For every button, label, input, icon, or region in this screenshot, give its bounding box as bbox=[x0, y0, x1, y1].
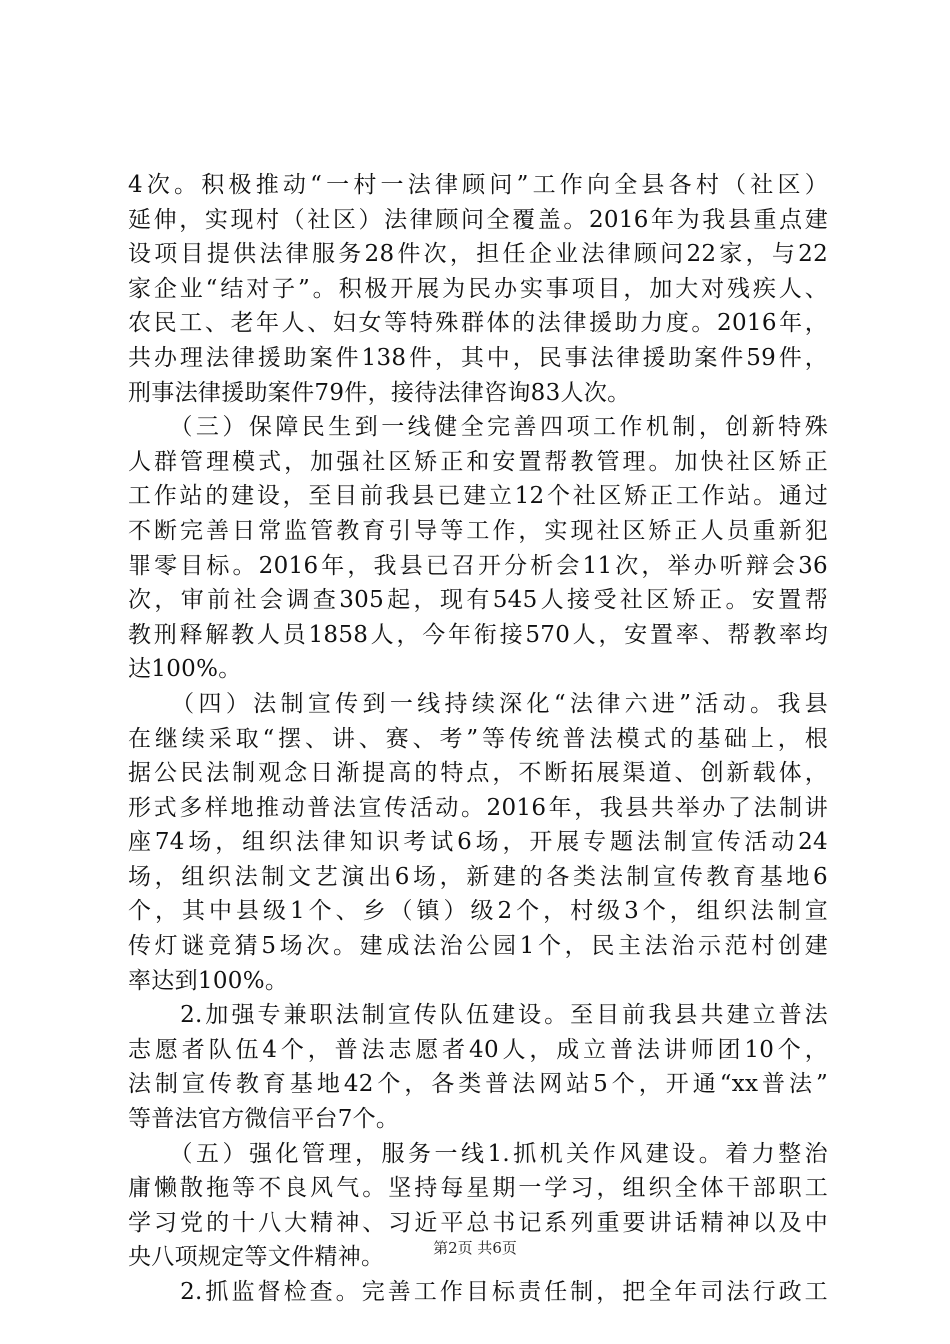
text-line: 2.加强专兼职法制宣传队伍建设。至目前我县共建立普法 bbox=[128, 1002, 828, 1029]
text-line: 庸懒散拖等不良风气。坚持每星期一学习，组织全体干部职工 bbox=[128, 1175, 828, 1202]
text-line: 延伸，实现村（社区）法律顾问全覆盖。2016年为我县重点建 bbox=[128, 206, 828, 233]
text-line: 学习党的十八大精神、习近平总书记系列重要讲话精神以及中 bbox=[128, 1209, 828, 1236]
page-footer: 第2页 共6页 bbox=[433, 1239, 517, 1257]
text-line: 达100%。 bbox=[128, 656, 242, 683]
text-line: 率达到100%。 bbox=[128, 967, 289, 994]
text-line: 央八项规定等文件精神。 bbox=[128, 1244, 385, 1271]
document-body bbox=[128, 168, 828, 1310]
text-line: 法制宣传教育基地42个，各类普法网站5个，开通“xx普法” bbox=[128, 1071, 828, 1098]
text-line: （三）保障民生到一线健全完善四项工作机制，创新特殊 bbox=[128, 414, 828, 441]
text-line: 志愿者队伍4个，普法志愿者40人，成立普法讲师团10个， bbox=[128, 1036, 828, 1063]
text-line: 场，组织法制文艺演出6场，新建的各类法制宣传教育基地6 bbox=[128, 863, 828, 890]
text-line: 个，其中县级1个、乡（镇）级2个，村级3个，组织法制宣 bbox=[128, 898, 828, 925]
text-line: 刑事法律援助案件79件，接待法律咨询83人次。 bbox=[128, 379, 631, 406]
text-line: 4次。积极推动“一村一法律顾问”工作向全县各村（社区） bbox=[128, 172, 828, 198]
text-line: 人群管理模式，加强社区矫正和安置帮教管理。加快社区矫正 bbox=[128, 448, 828, 475]
text-line: 据公民法制观念日渐提高的特点，不断拓展渠道、创新载体， bbox=[128, 760, 828, 787]
text-line: 家企业“结对子”。积极开展为民办实事项目，加大对残疾人、 bbox=[128, 275, 828, 302]
text-line: （五）强化管理，服务一线1.抓机关作风建设。着力整治 bbox=[128, 1140, 828, 1167]
text-line: 共办理法律援助案件138件，其中，民事法律援助案件59件， bbox=[128, 344, 828, 371]
text-line: 2.抓监督检查。完善工作目标责任制，把全年司法行政工 bbox=[128, 1279, 828, 1305]
text-line: 设项目提供法律服务28件次，担任企业法律顾问22家，与22 bbox=[128, 241, 828, 268]
text-line: 在继续采取“摆、讲、赛、考”等传统普法模式的基础上，根 bbox=[128, 725, 828, 752]
text-line: 罪零目标。2016年，我县已召开分析会11次，举办听辩会36 bbox=[128, 552, 828, 579]
text-line: 等普法官方微信平台7个。 bbox=[128, 1106, 400, 1133]
text-line: 农民工、老年人、妇女等特殊群体的法律援助力度。2016年， bbox=[128, 310, 828, 337]
text-line: 工作站的建设，至目前我县已建立12个社区矫正工作站。通过 bbox=[128, 483, 828, 510]
text-line: 次，审前社会调查305起，现有545人接受社区矫正。安置帮 bbox=[128, 587, 828, 614]
text-line: 形式多样地推动普法宣传活动。2016年，我县共举办了法制讲 bbox=[128, 794, 828, 821]
text-line: 传灯谜竞猜5场次。建成法治公园1个，民主法治示范村创建 bbox=[128, 933, 828, 960]
text-line: 座74场，组织法律知识考试6场，开展专题法制宣传活动24 bbox=[128, 829, 828, 856]
text-line: 教刑释解教人员1858人，今年衔接570人，安置率、帮教率均 bbox=[128, 621, 828, 648]
text-line: 不断完善日常监管教育引导等工作，实现社区矫正人员重新犯 bbox=[128, 517, 828, 544]
text-line: （四）法制宣传到一线持续深化“法律六进”活动。我县 bbox=[128, 690, 828, 717]
